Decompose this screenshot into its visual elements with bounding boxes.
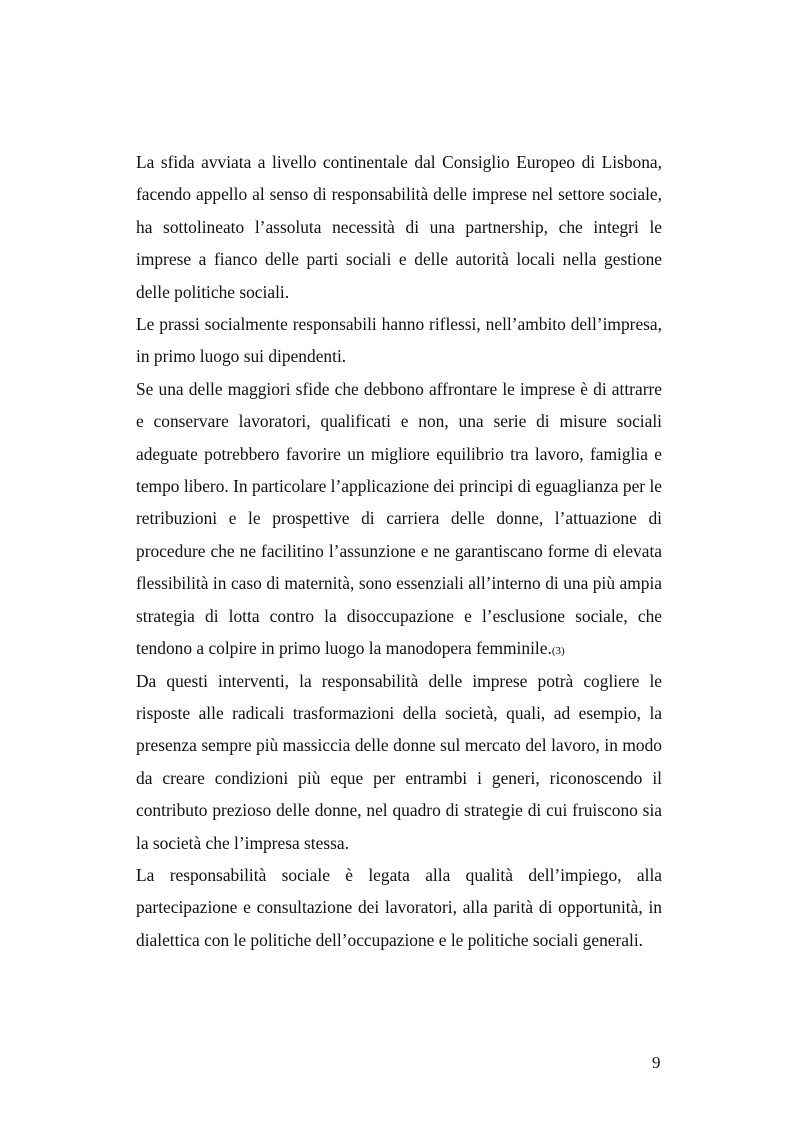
paragraph: La responsabilità sociale è legata alla qualità dell’impiego, alla partecipazione e consultazione dei lavoratori, alla parità di opportunità, in dialettica con le politiche dell’occupazione e le politiche sociali generali. [136, 864, 662, 950]
paragraph-text: Se una delle maggiori sfide che debbono affrontare le imprese è di attrarre e conservare lavoratori, qualificati e non, una serie di misure sociali adeguate potrebbero favorire un migliore equilibrio tra lavoro, famiglia e tempo libero. In particolare l’applicazione dei principi di eguaglianza per le retribuzioni e le prospettive di carriera delle donne, l’attuazione di procedure che ne facilitino l’assunzione e ne garantiscano forme di elevata flessibilità in caso di maternità, sono essenziali all’interno di una più ampia strategia di lotta contro la disoccupazione e l’esclusione sociale, che tendono a colpire in primo luogo la manodopera femminile. [136, 378, 662, 659]
body-text [136, 146, 662, 956]
page-number: 9 [652, 1053, 661, 1072]
paragraph: Da questi interventi, la responsabilità delle imprese potrà cogliere le risposte alle radicali trasformazioni della società, quali, ad esempio, la presenza sempre più massiccia delle donne sul mercato del lavoro, in modo da creare condizioni più eque per entrambi i generi, riconoscendo il contributo prezioso delle donne, nel quadro di strategie di cui fruiscono sia la società che l’impresa stessa. [136, 670, 662, 853]
paragraph: Le prassi socialmente responsabili hanno riflessi, nell’ambito dell’impresa, in primo luogo sui dipendenti. [136, 314, 662, 367]
footnote-reference: (3) [551, 645, 565, 658]
paragraph [136, 373, 662, 665]
paragraph: La sfida avviata a livello continentale dal Consiglio Europeo di Lisbona, facendo appello al senso di responsabilità delle imprese nel settore sociale, ha sottolineato l’assoluta necessità di una partnership, che integri le imprese a fianco delle parti sociali e delle autorità locali nella gestione delle politiche sociali. [136, 152, 662, 302]
